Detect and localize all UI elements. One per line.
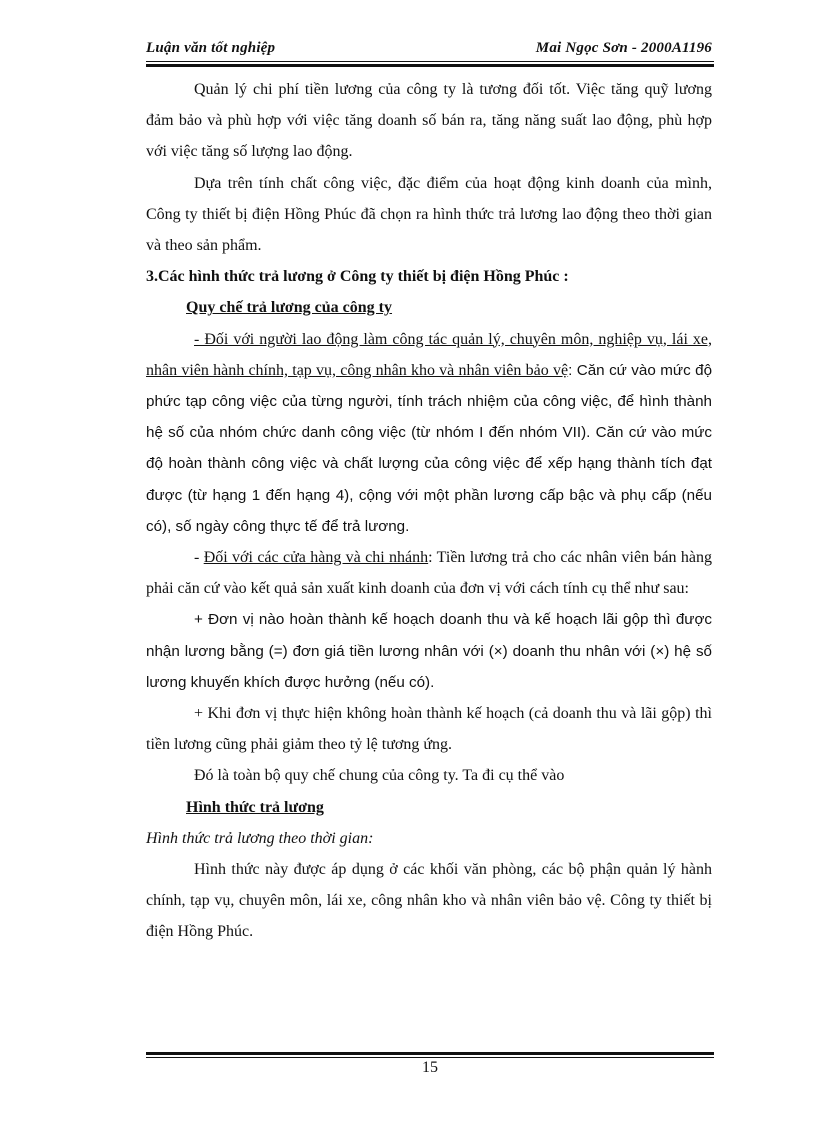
subheading-pay-regulation: Quy chế trả lương của công ty [186, 299, 393, 317]
management-staff-label: - Đối với người lao động làm công tác quản lý, chuyên môn, nghiệp vụ, lái xe, nhân viên hành chính, tạp vụ, công nhân kho và nhân viên bảo vệ [146, 330, 712, 379]
management-staff-text: : Căn cứ vào mức độ phức tạp công việc của từng người, tính trách nhiệm của công việc, để hình thành hệ số của nhóm chức danh công việc (từ nhóm I đến nhóm VII). Căn cứ vào mức độ hoàn thành công việc và chất lượng của công việc để xếp hạng thành tích đạt được (từ hạng 1 đến hạng 4), cộng với một phần lương cấp bậc và phụ cấp (nếu có), số ngày công thực tế để trả lương. [146, 361, 713, 535]
paragraph-stores-branches [146, 542, 712, 604]
paragraph-time-based-scope: Hình thức này được áp dụng ở các khối văn phòng, các bộ phận quản lý hành chính, tạp vụ, chuyên môn, lái xe, công nhân kho và nhân viên bảo vệ. Công ty thiết bị điện Hồng Phúc. [146, 861, 712, 941]
paragraph-plan-completed: + Đơn vị nào hoàn thành kế hoạch doanh thu và kế hoạch lãi gộp thì được nhận lương bằng (=) đơn giá tiền lương nhân với (×) doanh thu nhân với (×) hệ số lương khuyến khích được hưởng (nếu có). [146, 611, 712, 691]
header-thesis-label: Luận văn tốt nghiệp [146, 40, 276, 56]
subheading-pay-form: Hình thức trả lương [186, 798, 324, 816]
page-header [146, 40, 714, 68]
paragraph-management-staff [146, 324, 712, 542]
header-rule-thin [146, 61, 714, 62]
page-number: 15 [422, 1059, 438, 1076]
section-heading-3: 3.Các hình thức trả lương ở Công ty thiết bị điện Hồng Phúc : [146, 268, 569, 286]
paragraph-pay-forms: Dựa trên tính chất công việc, đặc điểm của hoạt động kinh doanh của mình, Công ty thiết bị điện Hồng Phúc đã chọn ra hình thức trả lương lao động theo thời gian và theo sản phẩm. [146, 174, 712, 255]
stores-branches-label: Đối với các cửa hàng và chi nhánh [203, 549, 429, 567]
stores-branches-text: : Tiền lương trả cho các nhân viên bán hàng phải căn cứ vào kết quả sản xuất kinh doanh của đơn vị với cách tính cụ thể như sau: [146, 549, 712, 598]
paragraph-plan-not-completed: + Khi đơn vị thực hiện không hoàn thành kế hoạch (cả doanh thu và lãi gộp) thì tiền lương cũng phải giảm theo tỷ lệ tương ứng. [146, 705, 712, 754]
header-author-label: Mai Ngọc Sơn - 2000A1196 [535, 40, 712, 56]
header-rule-thick [146, 64, 714, 67]
paragraph-salary-cost: Quản lý chi phí tiền lương của công ty là tương đối tốt. Việc tăng quỹ lương đảm bảo và phù hợp với việc tăng doanh số bán ra, tăng năng suất lao động, phù hợp với việc tăng số lượng lao động. [146, 81, 712, 161]
page-body [146, 74, 712, 948]
footer-rule-thick [146, 1052, 714, 1055]
stores-dash: - [194, 549, 204, 567]
italic-time-based-pay: Hình thức trả lương theo thời gian: [146, 829, 374, 847]
paragraph-general-regulation: Đó là toàn bộ quy chế chung của công ty. Ta đi cụ thể vào [194, 767, 565, 785]
